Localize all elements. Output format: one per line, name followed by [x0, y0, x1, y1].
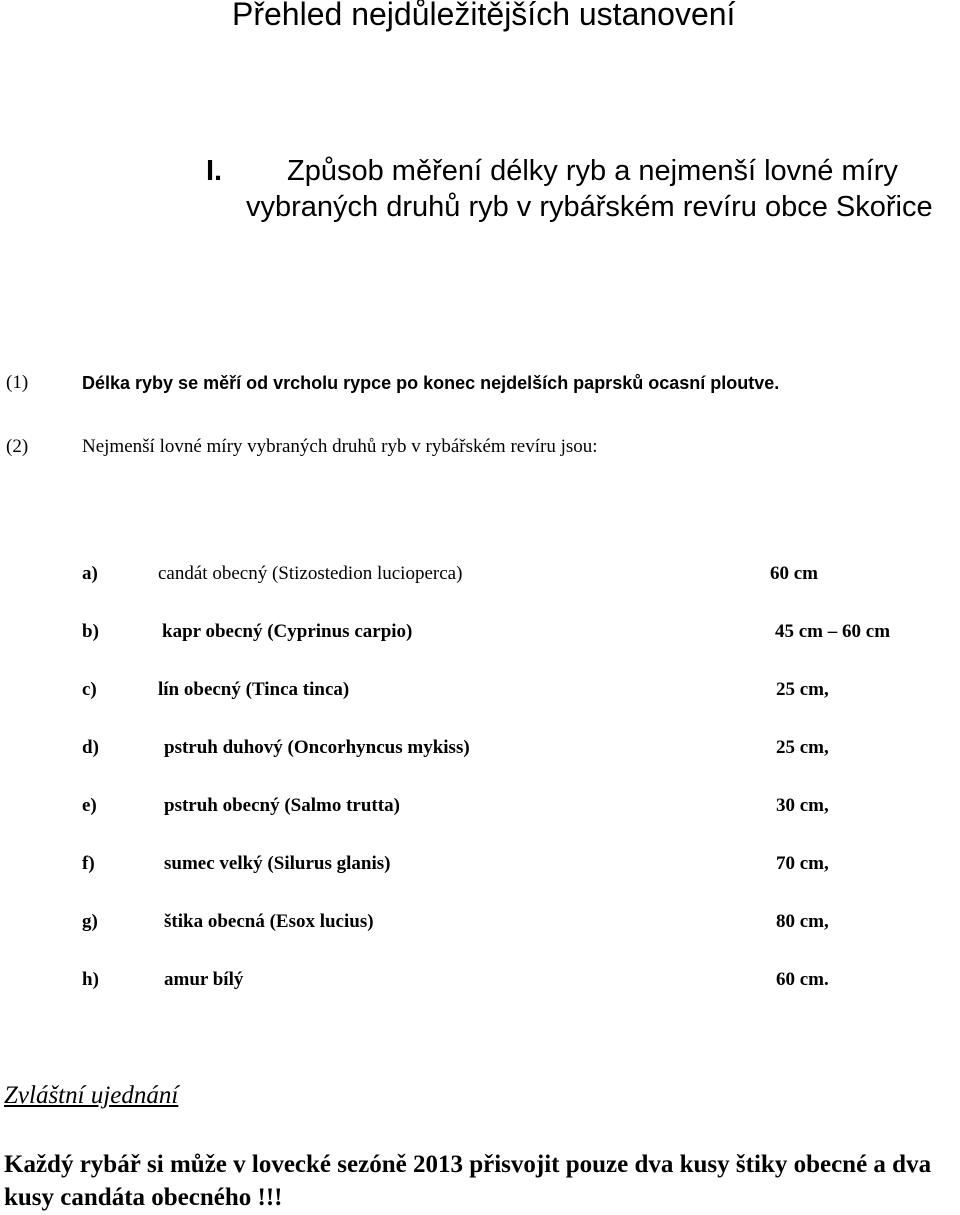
list-item-letter: a) [82, 563, 98, 584]
list-item-letter: b) [82, 621, 99, 642]
list-item-fish-name: pstruh obecný (Salmo trutta) [164, 795, 400, 816]
list-item-fish-name: amur bílý [164, 969, 244, 990]
section-heading-line-1: Způsob měření délky ryb a nejmenší lovné míry [287, 155, 898, 187]
list-item [0, 676, 960, 704]
paragraph-1-number: (1) [6, 372, 29, 393]
list-item-min-size: 25 cm, [776, 679, 829, 700]
list-item [0, 560, 960, 588]
list-item-min-size: 45 cm – 60 cm [775, 621, 891, 642]
list-item-min-size: 70 cm, [776, 853, 829, 874]
list-item [0, 850, 960, 878]
special-agreement-heading: Zvláštní ujednání [4, 1082, 179, 1109]
list-item-fish-name: pstruh duhový (Oncorhyncus mykiss) [164, 737, 470, 758]
list-item-min-size: 60 cm [770, 563, 819, 584]
list-item-min-size: 25 cm, [776, 737, 829, 758]
list-item [0, 618, 960, 646]
list-item [0, 734, 960, 762]
list-item-letter: d) [82, 737, 99, 758]
special-agreement-text: Každý rybář si může v lovecké sezóně 2013 přisvojit pouze dva kusy štiky obecné a dva kusy candáta obecného !!! [4, 1151, 932, 1211]
list-item-min-size: 30 cm, [776, 795, 829, 816]
list-item-fish-name: candát obecný (Stizostedion lucioperca) [158, 563, 463, 584]
list-item-min-size: 80 cm, [776, 911, 829, 932]
list-item-letter: g) [82, 911, 98, 932]
list-item [0, 908, 960, 936]
list-item [0, 966, 960, 994]
page-title: Přehled nejdůležitějších ustanovení [232, 0, 736, 32]
paragraph-1-text: Délka ryby se měří od vrcholu rypce po konec nejdelších paprsků ocasní ploutve. [82, 373, 780, 393]
list-item-fish-name: lín obecný (Tinca tinca) [158, 679, 350, 700]
paragraph-2-text: Nejmenší lovné míry vybraných druhů ryb v rybářském revíru jsou: [82, 436, 598, 457]
list-item-letter: h) [82, 969, 99, 990]
list-item [0, 792, 960, 820]
list-item-fish-name: štika obecná (Esox lucius) [164, 911, 374, 932]
section-number: I. [206, 155, 223, 187]
list-item-fish-name: kapr obecný (Cyprinus carpio) [162, 621, 413, 642]
list-item-letter: c) [82, 679, 97, 700]
list-item-fish-name: sumec velký (Silurus glanis) [164, 853, 391, 874]
list-item-letter: f) [82, 853, 95, 874]
paragraph-2-number: (2) [6, 436, 29, 457]
list-item-letter: e) [82, 795, 97, 816]
section-heading-line-2: vybraných druhů ryb v rybářském revíru obce Skořice [246, 191, 933, 223]
list-item-min-size: 60 cm. [776, 969, 829, 990]
